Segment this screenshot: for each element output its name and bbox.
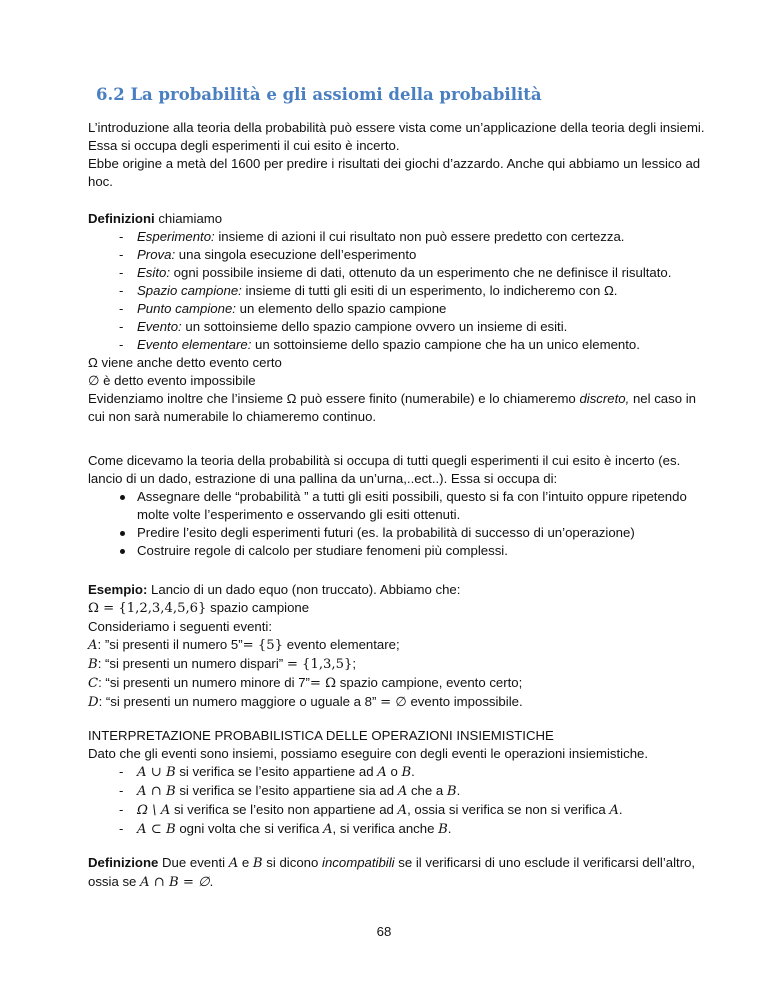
operation-var: A — [323, 822, 333, 837]
bullet-text: Assegnare delle “probabilità ” a tutti gli esiti possibili, questo si fa con l’intuito oppure ripetendo molte volte l’esperimento e osservando gli esiti ottenuti. — [137, 489, 687, 522]
operation-math: A ∩ B — [137, 784, 176, 799]
operation-mid: , ossia si verifica se non si verifica — [407, 802, 610, 817]
definition-end: . — [209, 874, 214, 889]
operation-item: - A ∪ B si verifica se l’esito appartiene ad A o B. — [119, 764, 415, 780]
bullet-text: Predire l’esito degli esperimenti futuri (es. la probabilità di successo di un’operazione) — [137, 525, 635, 540]
definition-desc: un sottoinsieme dello spazio campione che ha un unico elemento. — [251, 337, 640, 352]
definition-item: - Punto campione: un elemento dello spazio campione — [119, 301, 447, 316]
evidenziamo-paragraph — [88, 390, 708, 426]
definition-term: Esperimento: — [137, 229, 215, 244]
operation-var: A — [609, 803, 619, 818]
definition-term: Evento elementare: — [137, 337, 252, 352]
theory-paragraph: Come dicevamo la teoria della probabilità si occupa di tutti quegli esperimenti il cui esito è incerto (es. lancio di un dado, estrazione di una pallina da un’urna,..ect..). Essa si occupa di: — [88, 453, 681, 486]
impossible-event-line: ∅ è detto evento impossibile — [88, 373, 256, 388]
evidenziamo-emphasis: discreto, — [579, 391, 630, 406]
operation-var: A — [377, 765, 387, 780]
definition-text: se il verificarsi di uno esclude il verificarsi dell’altro, — [394, 855, 696, 870]
event-tail: evento impossibile. — [406, 694, 523, 709]
bullet-icon — [120, 549, 125, 554]
example-text: Lancio di un dado equo (non truccato). Abbiamo che: — [147, 582, 461, 597]
intro-line: L’introduzione alla teoria della probabilità può essere vista come un’applicazione della teoria degli insiemi. — [88, 120, 705, 135]
definition-text: si dicono — [262, 855, 323, 870]
event-tail: evento elementare; — [283, 637, 400, 652]
definition-item: - Esperimento: insieme di azioni il cui risultato non può essere predetto con certezza. — [119, 229, 625, 244]
operation-text: si verifica se l’esito appartiene sia ad — [175, 783, 398, 798]
certain-event-line: Ω viene anche detto evento certo — [88, 355, 282, 370]
event-line — [88, 655, 708, 674]
theory-block — [88, 452, 708, 560]
operation-end: . — [447, 821, 452, 836]
interpretation-text: Dato che gli eventi sono insiemi, possiamo eseguire con degli eventi le operazioni insiemistiche. — [88, 746, 649, 761]
definitions-intro — [88, 210, 708, 228]
intro-line: Essa si occupa degli esperimenti il cui esito è incerto. — [88, 138, 400, 153]
operation-var: A — [397, 784, 408, 799]
event-tail: spazio campione, evento certo; — [336, 675, 523, 690]
definition-term: Punto campione: — [137, 301, 236, 316]
operation-end: . — [618, 802, 623, 817]
definition-desc: ogni possibile insieme di dati, ottenuto da un esperimento che ne definisce il risultato. — [169, 265, 672, 280]
event-var: A — [88, 638, 98, 653]
definition-term: Prova: — [137, 247, 176, 262]
incompatible-definition — [88, 854, 708, 892]
operation-item: - A ∩ B si verifica se l’esito appartiene sia ad A che a B. — [119, 783, 461, 799]
definition-item: - Evento: un sottoinsieme dello spazio campione ovvero un insieme di esiti. — [119, 319, 568, 334]
definition-item: - Spazio campione: insieme di tutti gli esiti di un esperimento, lo indicheremo con Ω. — [119, 283, 618, 298]
event-line — [88, 674, 708, 693]
bullet-item — [88, 524, 708, 542]
event-var: B — [88, 657, 98, 672]
intro-line: Ebbe origine a metà del 1600 per predire i risultati dei giochi d’azzardo. Anche qui abbiamo un lessico ad hoc. — [88, 156, 701, 189]
definition-math: A ∩ B = ∅ — [140, 875, 210, 890]
interpretation-block — [88, 727, 708, 839]
operation-mid: o — [386, 764, 402, 779]
operation-var: B — [446, 784, 457, 799]
definition-label: Definizione — [88, 855, 159, 870]
definition-item: - Prova: una singola esecuzione dell’esperimento — [119, 247, 417, 262]
example-intro — [88, 581, 708, 599]
definition-var: B — [252, 856, 263, 871]
operation-mid: che a — [407, 783, 447, 798]
sample-space-math: Ω = {1,2,3,4,5,6} — [88, 601, 207, 616]
bullet-text: Costruire regole di calcolo per studiare fenomeni più complessi. — [137, 543, 508, 558]
definition-item: - Esito: ogni possibile insieme di dati, ottenuto da un esperimento che ne definisce il risultato. — [119, 265, 672, 280]
interpretation-title: INTERPRETAZIONE PROBABILISTICA DELLE OPERAZIONI INSIEMISTICHE — [88, 728, 554, 743]
event-math: = {5} — [242, 638, 284, 653]
definition-line — [88, 854, 708, 873]
definition-desc: un elemento dello spazio campione — [235, 301, 447, 316]
sample-space-text: spazio campione — [206, 600, 310, 615]
event-text: : ”si presenti il numero 5” — [97, 637, 243, 652]
definition-desc: un sottoinsieme dello spazio campione ovvero un insieme di esiti. — [181, 319, 568, 334]
section-heading: 6.2 La probabilità e gli assiomi della probabilità — [96, 85, 542, 104]
operation-math: A ∪ B — [137, 765, 176, 780]
bullet-icon — [120, 531, 125, 536]
operation-end: . — [456, 783, 461, 798]
event-line — [88, 693, 708, 712]
operation-math: Ω \ A — [137, 803, 171, 818]
consider-line: Consideriamo i seguenti eventi: — [88, 619, 272, 634]
definition-emphasis: incompatibili — [322, 855, 395, 870]
operation-text: ogni volta che si verifica — [175, 821, 323, 836]
evidenziamo-text-end: nel caso in cui non sarà numerabile lo chiameremo continuo. — [88, 391, 696, 424]
event-var: C — [88, 676, 99, 691]
definition-var: A — [228, 856, 239, 871]
bullet-icon — [120, 495, 125, 500]
definition-term: Evento: — [137, 319, 182, 334]
operation-item: - Ω \ A si verifica se l’esito non appartiene ad A, ossia si verifica se non si verifica A. — [119, 802, 623, 818]
operation-item: - A ⊂ B ogni volta che si verifica A, si verifica anche B. — [119, 821, 452, 837]
definition-line — [88, 873, 708, 892]
sample-space-line — [88, 599, 708, 618]
definition-term: Spazio campione: — [137, 283, 242, 298]
event-var: D — [88, 695, 99, 710]
definition-desc: insieme di azioni il cui risultato non può essere predetto con certezza. — [214, 229, 625, 244]
operation-text: si verifica se l’esito non appartiene ad — [170, 802, 398, 817]
definition-text: Due eventi — [158, 855, 229, 870]
event-math: = Ω — [309, 676, 337, 691]
operation-var: B — [438, 822, 448, 837]
definitions-text: chiamiamo — [154, 211, 223, 226]
evidenziamo-text: Evidenziamo inoltre che l’insieme Ω può essere finito (numerabile) e lo chiameremo — [88, 391, 580, 406]
operation-text: si verifica se l’esito appartiene ad — [175, 764, 378, 779]
definition-item: - Evento elementare: un sottoinsieme dello spazio campione che ha un unico elemento. — [119, 337, 640, 352]
event-math: = ∅ — [380, 695, 407, 710]
definitions-label: Definizioni — [88, 211, 155, 226]
bullet-item — [88, 488, 708, 524]
operation-var: B — [401, 765, 412, 780]
operation-math: A ⊂ B — [137, 822, 176, 837]
definition-text: ossia se — [88, 874, 141, 889]
event-text: : “si presenti un numero dispari” — [97, 656, 287, 671]
example-block — [88, 581, 708, 712]
operation-mid: , si verifica anche — [332, 821, 439, 836]
example-label: Esempio: — [88, 582, 148, 597]
definition-term: Esito: — [137, 265, 170, 280]
intro-paragraph — [88, 119, 708, 191]
operation-end: . — [411, 764, 415, 779]
event-text: : “si presenti un numero minore di 7” — [98, 675, 310, 690]
definitions-block — [88, 210, 708, 426]
definition-desc: una singola esecuzione dell’esperimento — [175, 247, 417, 262]
operation-var: A — [397, 803, 408, 818]
event-text: : “si presenti un numero maggiore o uguale a 8” — [98, 694, 381, 709]
event-math: = {1,3,5} — [286, 657, 353, 672]
definition-text: e — [238, 855, 253, 870]
page-number: 68 — [376, 924, 392, 939]
definition-desc: insieme di tutti gli esiti di un esperimento, lo indicheremo con Ω. — [241, 283, 618, 298]
event-line — [88, 636, 708, 655]
bullet-item — [88, 542, 708, 560]
event-tail: ; — [352, 656, 357, 671]
